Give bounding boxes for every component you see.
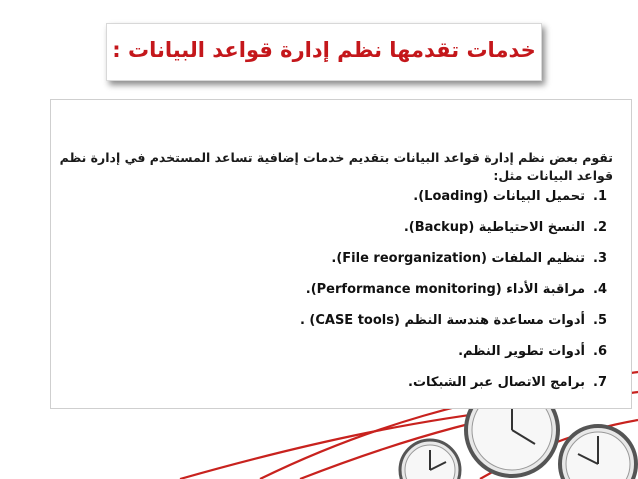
slide-title: خدمات تقدمها نظم إدارة قواعد البيانات : [112, 38, 536, 62]
list-item-text: أدوات مساعدة هندسة النظم (CASE tools) . [299, 313, 585, 328]
clock-icon [560, 426, 636, 479]
list-item-text: برامج الاتصال عبر الشبكات. [408, 375, 585, 390]
list-item-text: النسخ الاحتياطية (Backup). [403, 220, 585, 235]
list-item-text: تنظيم الملفات (File reorganization). [331, 251, 585, 266]
slide-title-box [106, 23, 542, 81]
list-item-text: تحميل البيانات (Loading). [413, 189, 585, 204]
list-item [87, 367, 607, 398]
list-item [87, 243, 607, 274]
list-item-text: مراقبة الأداء (Performance monitoring). [305, 282, 585, 297]
list-item [87, 336, 607, 367]
list-item-number: 4. [593, 282, 607, 297]
list-item-number: 6. [593, 344, 607, 359]
list-item-number: 7. [593, 375, 607, 390]
intro-paragraph: تقوم بعض نظم إدارة قواعد البيانات بتقديم خدمات إضافية تساعد المستخدم في إدارة نظم قواعد البيانات مثل: [59, 150, 613, 183]
list-item [87, 212, 607, 243]
list-item-number: 2. [593, 220, 607, 235]
list-item [87, 305, 607, 336]
list-item-number: 1. [593, 189, 607, 204]
clock-icon [400, 440, 460, 479]
services-list [87, 181, 607, 398]
list-item [87, 274, 607, 305]
list-item [87, 181, 607, 212]
list-item-text: أدوات تطوير النظم. [458, 344, 585, 359]
content-box [50, 99, 632, 409]
list-item-number: 5. [593, 313, 607, 328]
list-item-number: 3. [593, 251, 607, 266]
